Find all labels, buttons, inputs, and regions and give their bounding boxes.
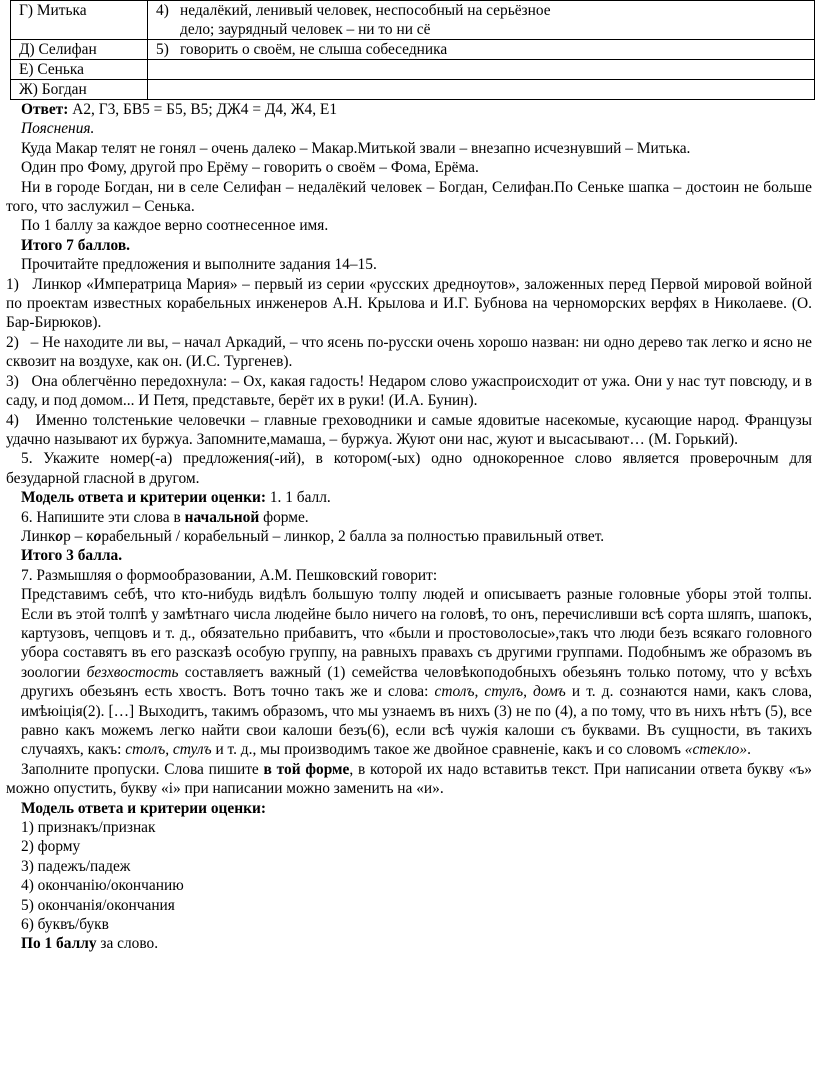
meaning-number: 5): [156, 41, 169, 58]
total-3: [6, 546, 812, 565]
list-item: 6) буквъ/букв: [21, 916, 109, 934]
table-cell-name: Г) Митька: [11, 1, 148, 40]
quote-part: и т. д., мы производимъ такое же двойное сравненіе, какъ и со словомъ: [211, 741, 685, 759]
linkor-b: о: [55, 527, 64, 545]
linkor-line: [6, 527, 812, 546]
table-row: [11, 1, 815, 40]
quote-italic: столъ, стулъ: [125, 741, 212, 759]
sentence-number: 1): [6, 275, 19, 293]
explanation-line: По 1 баллу за каждое верно соотнесенное имя.: [21, 217, 329, 235]
explanation-line: Ни в городе Богдан, ни в селе Селифан – недалёкий человек – Богдан, Селифан.По Сеньке шапка – достоин не больше того, что заслужил – Сенька.: [6, 178, 812, 216]
task-6-pre: 6. Напишите эти слова в: [21, 508, 185, 526]
quote-italic: столъ, стулъ, домъ: [434, 683, 566, 701]
model-label: Модель ответа и критерии оценки:: [21, 799, 266, 817]
read-task: Прочитайте предложения и выполните задания 14–15.: [21, 256, 377, 274]
linkor-d: о: [93, 527, 102, 545]
fill-bold: в той форме: [263, 760, 350, 778]
quote-italic: «стекло»: [684, 741, 748, 759]
meaning-text-cont: дело; заурядный человек – ни то ни сё: [180, 21, 431, 38]
table-cell-meaning: [148, 80, 815, 100]
model-answer-2: [6, 799, 812, 818]
fill-instructions: [6, 760, 812, 799]
table-cell-name: Е) Сенька: [11, 60, 148, 80]
quote-part: .: [747, 741, 751, 759]
model-answer-1: [6, 488, 812, 507]
linkor-c: р – к: [63, 527, 94, 545]
list-item: 1) признакъ/признак: [21, 819, 156, 837]
fill-pre: Заполните пропуски. Слова пишите: [21, 760, 264, 778]
sentence-text: Линкор «Императрица Мария» – первый из серии «русских дредноутов», заложенных перед Первой мировой войной по проектам известных корабельных инженеров А.Н. Крылова и И.Г. Бубнова на черноморских верфях в Николаеве. (О. Бар-Бирюков).: [6, 275, 812, 332]
total-7: [6, 236, 812, 255]
sentence-4: [6, 411, 812, 450]
sentence-1: [6, 275, 812, 333]
quote-part: составляетъ важный (1) семейства человѣкоподобныхъ обезьянъ только потому, что у всѣхъ другихъ обезьянъ есть хвостъ. Вотъ точно такъ же и слова:: [21, 663, 813, 701]
sentence-3: [6, 372, 812, 411]
sentence-2: [6, 333, 812, 372]
quote-part: и т. д. сознаются нами, какъ слова, имѣюіція(2). […] Выходитъ, такимъ образомъ, что мы узнаемъ въ нихъ (3) не по (4), а по тому, что въ нихъ нѣтъ (5), все равно какъ можемъ легко найти свои калоши безъ(6), если всѣ чужія калоши съ буквами. Въ сущности, въ такихъ случаяхъ, какъ:: [21, 683, 813, 759]
explanation-line: Куда Макар телят не гонял – очень далеко – Макар.Митькой звали – внезапно исчезнувший – Митька.: [21, 139, 691, 157]
explanations-title-text: Пояснения.: [21, 120, 95, 138]
meaning-text: говорить о своём, не слыша собеседника: [180, 41, 448, 58]
sentence-text: – Не находите ли вы, – начал Аркадий, – что ясень по-русски очень хорошо назван: ни одно дерево так легко и ясно не сквозит на воздухе, как он. (И.С. Тургенев).: [6, 333, 812, 371]
fill-post: , в которой их надо вставитьв текст. При написании ответа букву «ъ» можно опустить, букву «і» при написании можно заменить на «и».: [6, 760, 812, 798]
task-6: [6, 508, 812, 527]
list-item: 5) окончанія/окончания: [21, 896, 175, 914]
footer-bold: По 1 баллу: [21, 935, 97, 953]
answer-list: [6, 818, 812, 934]
table-cell-meaning: [148, 40, 815, 60]
matching-table: [10, 0, 815, 100]
task-5: 5. Укажите номер(-а) предложения(-ий), в котором(-ых) одно однокоренное слово является проверочным для безударной гласной в другом.: [6, 450, 812, 487]
task-6-post: форме.: [259, 508, 309, 526]
total-3-text: Итого 3 балла.: [21, 547, 123, 565]
table-cell-name: Ж) Богдан: [11, 80, 148, 100]
table-cell-meaning: [148, 60, 815, 80]
quote-paragraph: [6, 585, 812, 760]
explanations-title: [6, 119, 812, 138]
model-text: 1. 1 балл.: [265, 489, 331, 507]
list-item: 3) падежъ/падеж: [21, 857, 131, 875]
task-6-bold: начальной: [184, 508, 260, 526]
list-item: 4) окончанію/окончанию: [21, 877, 184, 895]
footer-text: за слово.: [96, 935, 159, 953]
linkor-a: Линк: [21, 527, 56, 545]
sentence-number: 3): [6, 372, 19, 390]
answer-label: Ответ:: [21, 101, 69, 118]
quote-italic: безхвостость: [86, 663, 179, 681]
meaning-text: недалёкий, ленивый человек, неспособный на серьёзное: [180, 2, 551, 19]
total-7-text: Итого 7 баллов.: [21, 236, 130, 254]
explanation-line: Один про Фому, другой про Ерёму – говорить о своём – Фома, Ерёма.: [21, 159, 479, 177]
model-label: Модель ответа и критерии оценки:: [21, 489, 266, 507]
answer-text: А2, Г3, БВ5 = Б5, В5; ДЖ4 = Д4, Ж4, Е1: [68, 101, 338, 118]
table-row: [11, 60, 815, 80]
table-cell-meaning: [148, 1, 815, 40]
sentence-text: Именно толстенькие человечки – главные греховодники и самые ядовитые насекомые, кусающие народ. Французы удачно называют их буржуа. Запомните,мамаша, – буржуа. Жуют они нас, жуют и высасывают… (М. Горький).: [6, 411, 813, 448]
footer-line: [6, 934, 812, 953]
meaning-number: 4): [156, 2, 169, 19]
answer-line: [6, 100, 812, 119]
sentence-number: 2): [6, 333, 19, 351]
document-page: [6, 0, 812, 954]
table-row: [11, 80, 815, 100]
quote-part: Представимъ себѣ, что кто-нибудь видѣлъ большую толпу людей и описываетъ разные головные уборы этой толпы. Если въ этой толпѣ у замѣтнаго числа людейне было ничего на головѣ, то онъ, перечисливши всѣ сорта шляпъ, шапокъ, картузовъ, чепцовъ и т. д., обязательно прибавитъ, что «были и простоволосые»,такъ что люди безъ всякаго головного убора составятъ въ его разсказѣ особую группу, на равныхъ правахъ съ другими группами. Подобнымъ же образомъ въ зоологии: [21, 586, 812, 681]
linkor-e: рабельный / корабельный – линкор, 2 балла за полностью правильный ответ.: [101, 527, 605, 545]
list-item: 2) форму: [21, 838, 81, 856]
table-cell-name: Д) Селифан: [11, 40, 148, 60]
sentence-number: 4): [6, 411, 19, 429]
task-7: 7. Размышляя о формообразовании, А.М. Пешковский говорит:: [21, 566, 438, 584]
sentence-text: Она облегчённо передохнула: – Ох, какая гадость! Недаром слово ужаспроисходит от ужа. Они у нас тут повсюду, и в саду, и под домом... И Петя, представьте, берёт их в руки! (И.А. Бунин).: [6, 372, 812, 410]
table-row: [11, 40, 815, 60]
